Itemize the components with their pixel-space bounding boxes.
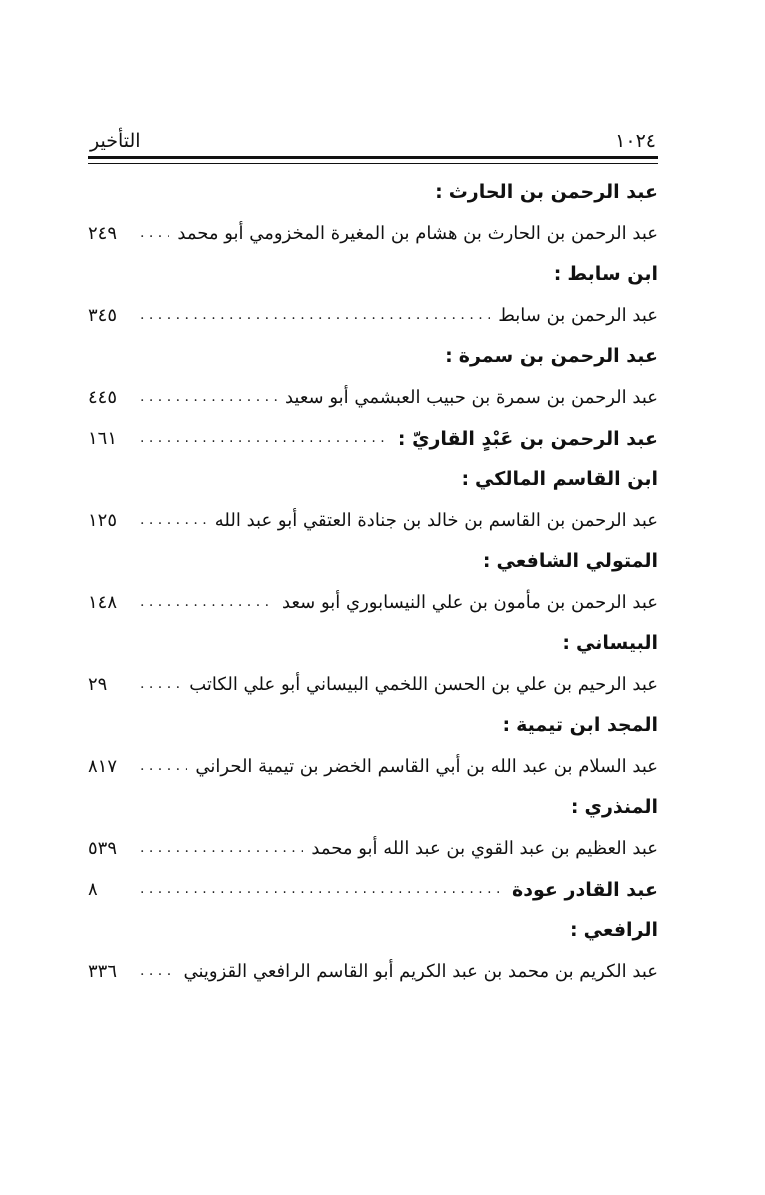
leader-dots	[140, 500, 207, 541]
index-heading: البيساني:	[562, 632, 658, 654]
entry-page: ١٦١	[88, 428, 118, 449]
leader-dots	[140, 213, 169, 254]
leader-dots	[140, 377, 277, 418]
index-entry	[88, 746, 658, 787]
page-number: ١٠٢٤	[615, 130, 656, 152]
entry-name: عبد الرحمن بن القاسم بن خالد بن جنادة العتقي أبو عبد الله	[214, 510, 658, 531]
leader-dots	[140, 418, 390, 459]
entry-page: ٥٣٩	[88, 838, 118, 859]
entry-name: عبد الرحمن بن سابط	[498, 305, 658, 326]
entry-name: عبد الكريم بن محمد بن عبد الكريم أبو القاسم الرافعي القزويني	[183, 961, 658, 982]
entry-page: ٢٩	[88, 674, 108, 695]
index-heading: المجد ابن تيمية:	[502, 714, 658, 736]
running-title: التأخير	[90, 130, 141, 152]
entry-page: ١٤٨	[88, 592, 118, 613]
entry-page: ٨١٧	[88, 756, 118, 777]
leader-dots	[140, 664, 181, 705]
index-heading: عبد الرحمن بن سمرة:	[445, 345, 658, 367]
index-entry	[88, 664, 658, 705]
index-page	[88, 118, 658, 992]
index-entry	[88, 869, 658, 910]
index-entry	[88, 828, 658, 869]
entry-page: ١٢٥	[88, 510, 118, 531]
index-heading: المتولي الشافعي:	[482, 550, 658, 572]
leader-dots	[140, 582, 274, 623]
leader-dots	[140, 828, 303, 869]
index-entry	[88, 377, 658, 418]
index-entry	[88, 213, 658, 254]
entry-page: ٢٤٩	[88, 223, 118, 244]
entry-page: ٨	[88, 879, 98, 900]
entry-page: ٤٤٥	[88, 387, 118, 408]
index-heading: المنذري:	[570, 796, 658, 818]
index-heading: الرافعي:	[570, 919, 658, 941]
header-rule	[88, 156, 658, 164]
index-heading: ابن سابط:	[553, 263, 658, 285]
index-entry	[88, 582, 658, 623]
index-entry	[88, 951, 658, 992]
index-heading: ابن القاسم المالكي:	[461, 468, 658, 490]
entry-name: عبد السلام بن عبد الله بن أبي القاسم الخضر بن تيمية الحراني	[195, 756, 658, 777]
entry-name: عبد الرحمن بن سمرة بن حبيب العبشمي أبو سعيد	[284, 387, 658, 408]
leader-dots	[140, 951, 175, 992]
leader-dots	[140, 869, 504, 910]
index-entries	[88, 172, 658, 992]
entry-page: ٣٤٥	[88, 305, 118, 326]
page-header	[88, 118, 658, 152]
entry-name: عبد الرحمن بن الحارث بن هشام بن المغيرة المخزومي أبو محمد	[177, 223, 658, 244]
leader-dots	[140, 746, 187, 787]
index-heading: عبد الرحمن بن الحارث:	[435, 181, 658, 203]
index-entry	[88, 500, 658, 541]
entry-name: عبد العظيم بن عبد القوي بن عبد الله أبو محمد	[311, 838, 658, 859]
index-entry	[88, 418, 658, 459]
entry-page: ٣٣٦	[88, 961, 118, 982]
entry-name: عبد القادر عودة	[512, 878, 658, 901]
entry-name: عبد الرحيم بن علي بن الحسن اللخمي البيساني أبو علي الكاتب	[189, 674, 658, 695]
leader-dots	[140, 295, 490, 336]
index-entry	[88, 295, 658, 336]
entry-name: عبد الرحمن بن عَبْدٍ القاريّ :	[397, 427, 658, 450]
entry-name: عبد الرحمن بن مأمون بن علي النيسابوري أبو سعد	[282, 592, 658, 613]
